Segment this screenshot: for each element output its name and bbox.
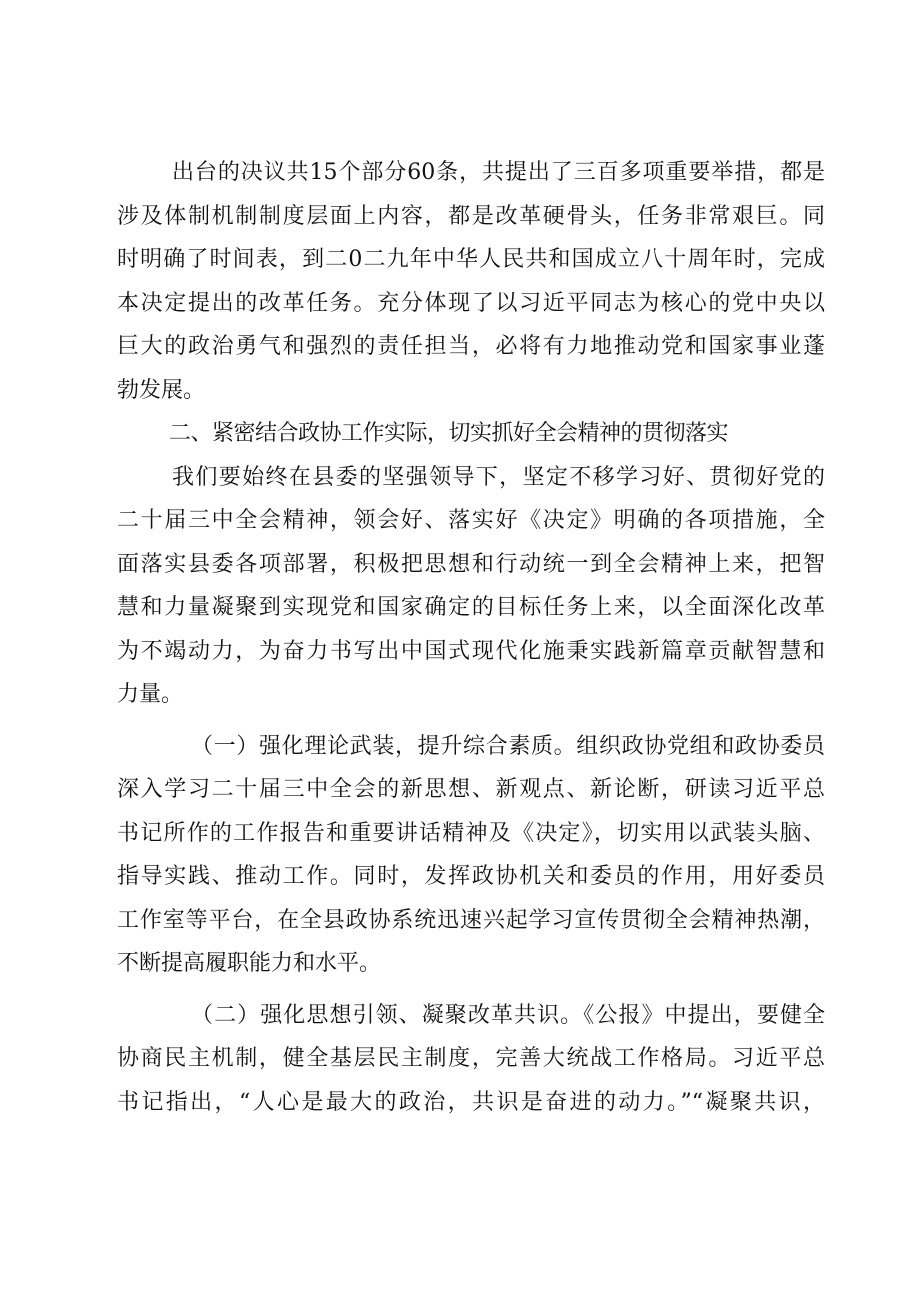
text-line: 不断提高履职能力和水平。 (117, 951, 382, 976)
text-line: 为不竭动力，为奋力书写出中国式现代化施秉实践新篇章贡献智慧和 (117, 638, 825, 664)
text-line: 本决定提出的改革任务。充分体现了以习近平同志为核心的党中央以 (117, 290, 825, 316)
text-line: 出台的决议共15个部分60条，共提出了三百多项重要举措，都是 (172, 160, 825, 185)
paragraph-1 (117, 151, 825, 412)
text-line: 二十届三中全会精神，领会好、落实好《决定》明确的各项措施，全 (117, 508, 825, 533)
paragraph-3 (117, 725, 825, 986)
text-line: 面落实县委各项部署，积极把思想和行动统一到全会精神上来，把智 (117, 551, 825, 577)
text-line: 慧和力量凝聚到实现党和国家确定的目标任务上来，以全面深化改革 (117, 595, 825, 620)
text-line: 工作室等平台，在全县政协系统迅速兴起学习宣传贯彻全会精神热潮， (117, 907, 825, 933)
paragraph-gap (117, 717, 825, 725)
text-line: （一）强化理论武装，提升综合素质。组织政协党组和政协委员 (191, 733, 825, 759)
text-line: 涉及体制机制制度层面上内容，都是改革硬骨头，任务非常艰巨。同 (117, 203, 825, 229)
text-line: 巨大的政治勇气和强烈的责任担当，必将有力地推动党和国家事业蓬 (117, 334, 825, 359)
paragraph-2 (117, 456, 825, 717)
text-line: 勃发展。 (117, 377, 206, 403)
text-line: 协商民主机制，健全基层民主制度，完善大统战工作格局。习近平总 (117, 1046, 825, 1071)
text-line: （二）强化思想引领、凝聚改革共识。《公报》中提出，要健全 (191, 1002, 825, 1028)
text-line: 力量。 (117, 682, 184, 707)
document-body (117, 151, 825, 1124)
text-line: 我们要始终在县委的坚强领导下，坚定不移学习好、贯彻好党的 (172, 464, 825, 490)
paragraph-4 (117, 994, 825, 1125)
text-line: 书记所作的工作报告和重要讲话精神及《决定》，切实用以武装头脑、 (117, 820, 825, 846)
paragraph-gap (117, 986, 825, 994)
text-line: 深入学习二十届三中全会的新思想、新观点、新论断，研读习近平总 (117, 777, 825, 802)
text-line: 时明确了时间表，到二0二九年中华人民共和国成立八十周年时，完成 (117, 247, 825, 272)
section-heading: 二、紧密结合政协工作实际，切实抓好全会精神的贯彻落实 (169, 421, 729, 446)
text-line: 指导实践、推动工作。同时，发挥政协机关和委员的作用，用好委员 (117, 864, 825, 889)
text-line: 书记指出，“人心是最大的政治，共识是奋进的动力。”“凝聚共识， (117, 1089, 825, 1115)
